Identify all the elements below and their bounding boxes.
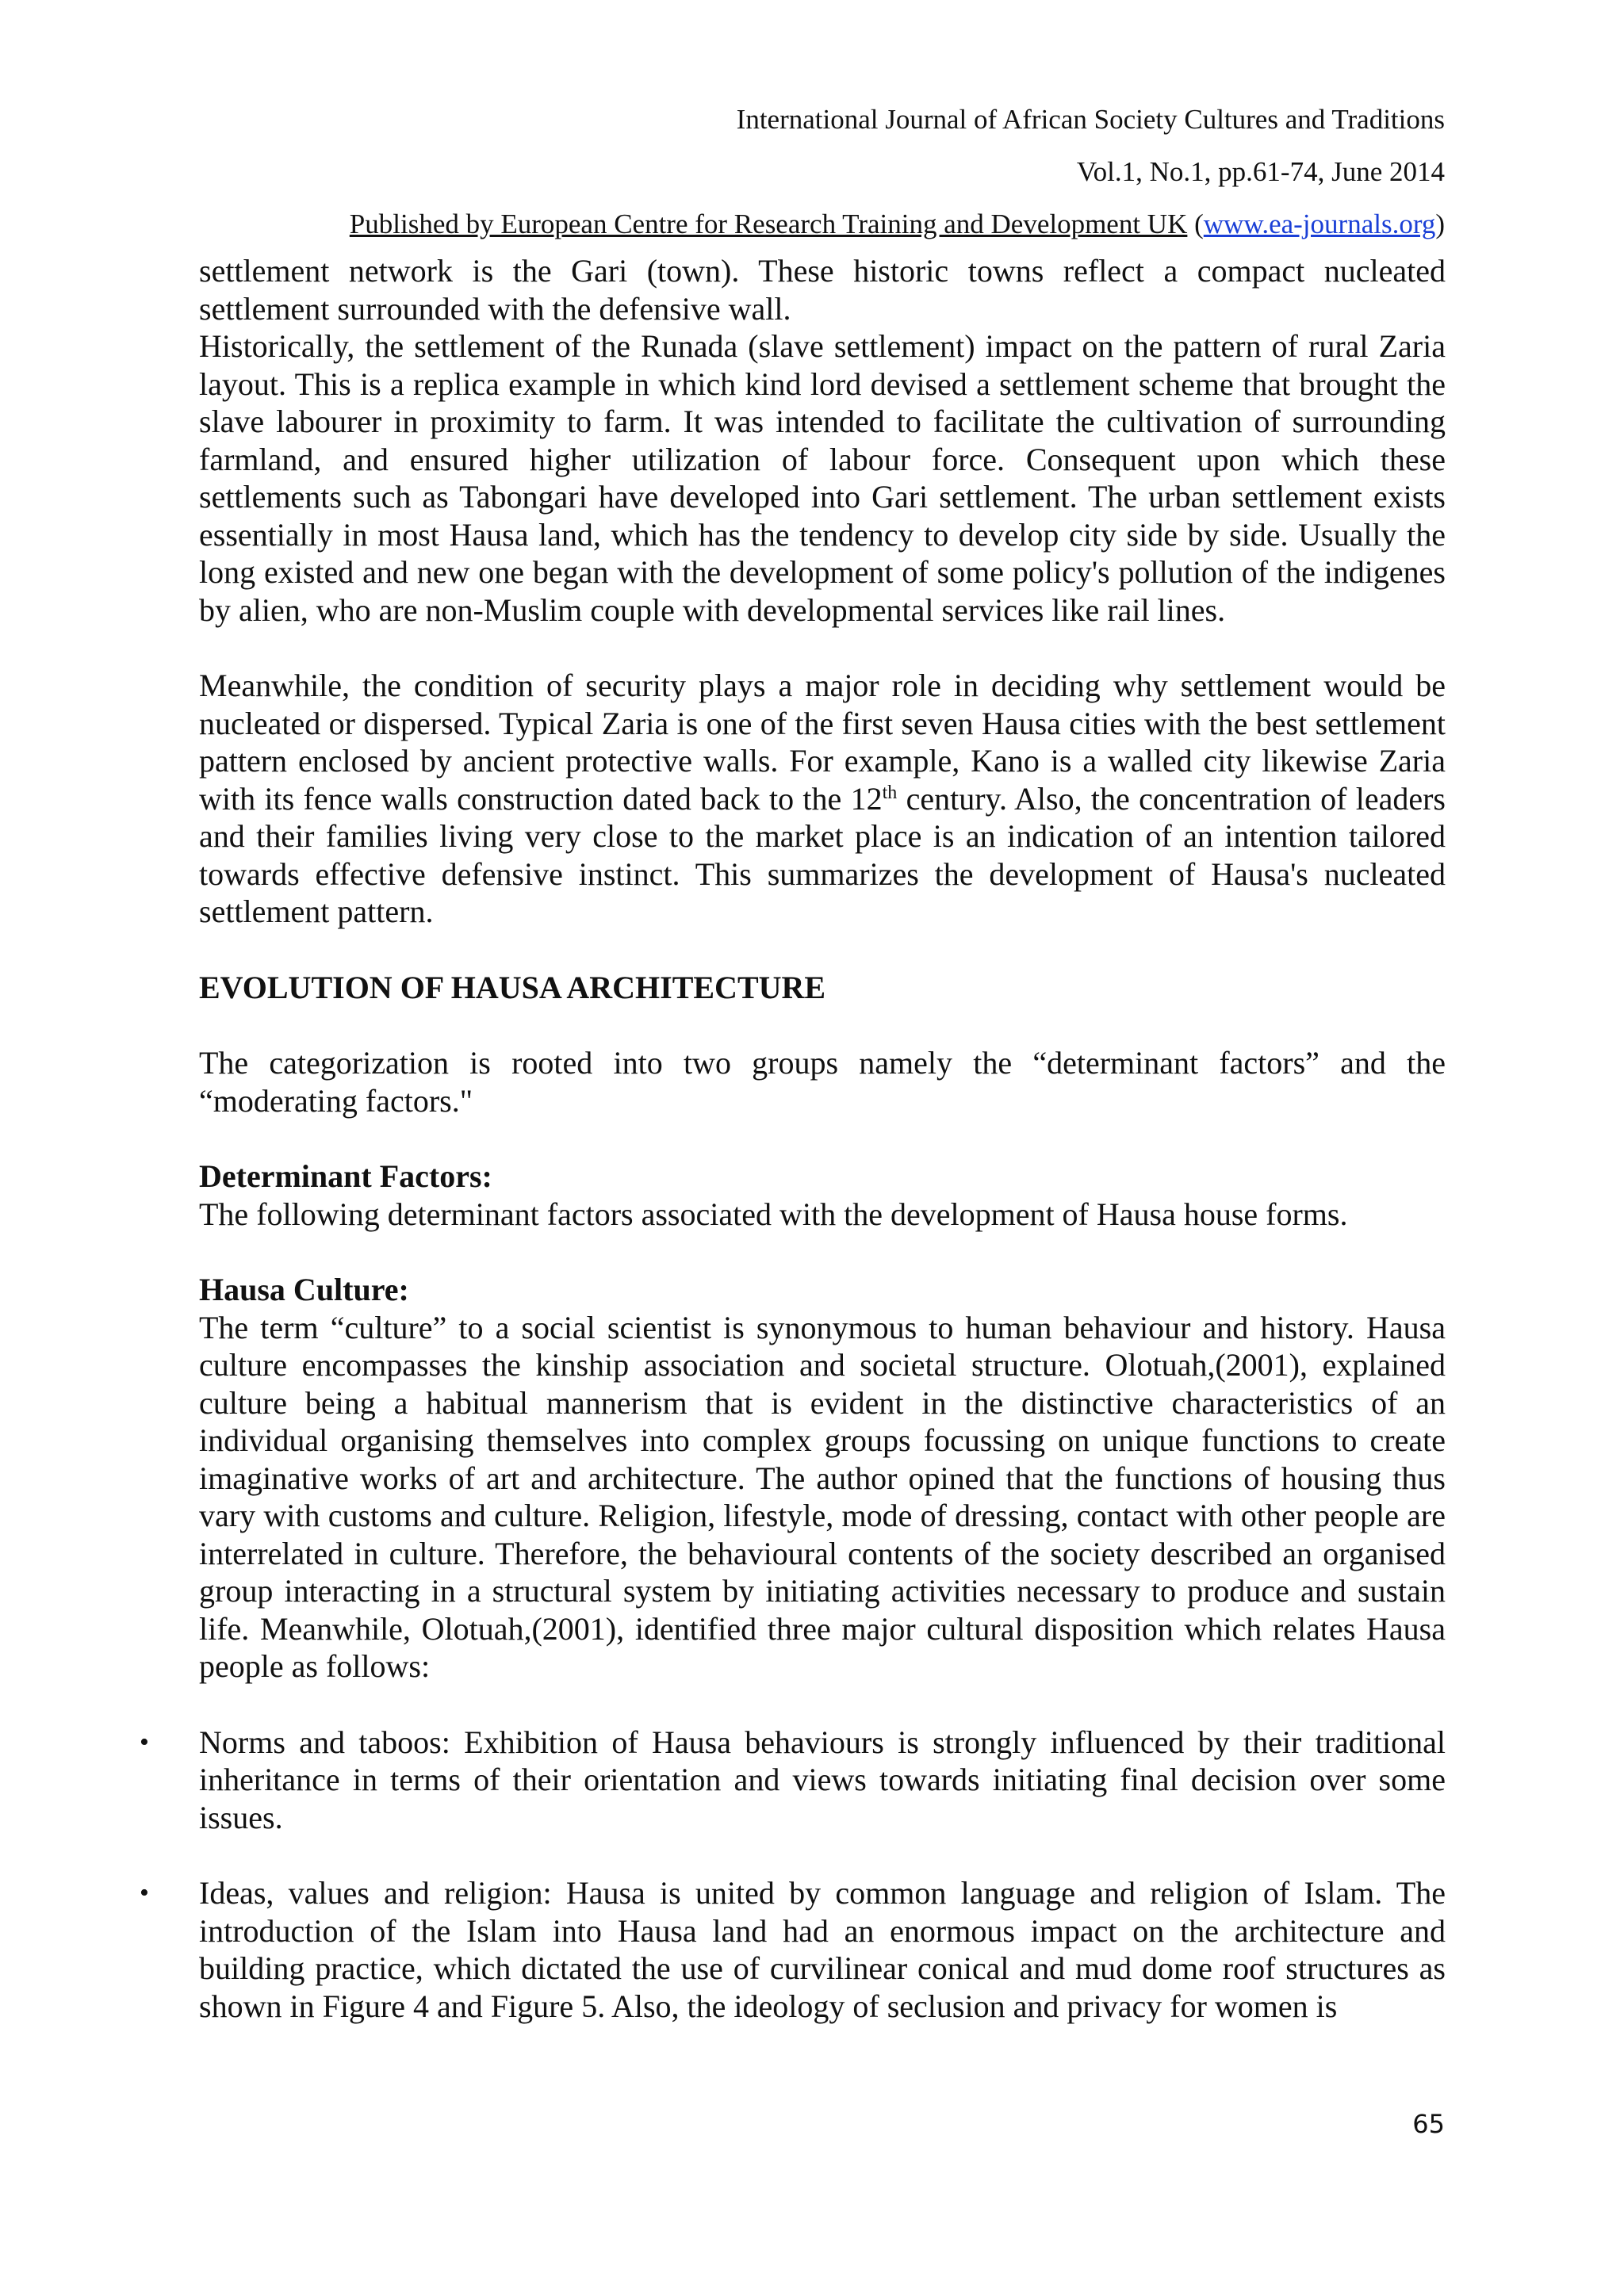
article-body bbox=[140, 252, 1446, 2025]
paragraph-spacer bbox=[199, 1233, 1446, 1271]
publisher-name: Published by European Centre for Research Training and Development UK bbox=[349, 209, 1188, 239]
list-item-text: Norms and taboos: Exhibition of Hausa behaviours is strongly influenced by their traditional inheritance in terms of their orientation and views towards initiating final decision over some issues. bbox=[199, 1724, 1446, 1835]
cultural-disposition-list bbox=[140, 1724, 1446, 2026]
list-item-text: Ideas, values and religion: Hausa is united by common language and religion of Islam. The introduction of the Islam into Hausa land had an enormous impact on the architecture and building practice, which dictated the use of curvilinear conical and mud dome roof structures as shown in Figure 4 and Figure 5. Also, the ideology of seclusion and privacy for women is bbox=[199, 1875, 1446, 2024]
section-heading-evolution: EVOLUTION OF HAUSA ARCHITECTURE bbox=[199, 969, 826, 1005]
paragraph-spacer bbox=[199, 1686, 1446, 1724]
paragraph-spacer bbox=[199, 1006, 1446, 1044]
ordinal-superscript: th bbox=[882, 782, 898, 803]
list-spacer bbox=[199, 1836, 1446, 1874]
paragraph-determinant: The following determinant factors associated with the development of Hausa house forms. bbox=[199, 1196, 1348, 1232]
paragraph-spacer bbox=[199, 931, 1446, 969]
paragraph-security bbox=[199, 667, 1446, 931]
journal-title: International Journal of African Society Cultures and Traditions bbox=[736, 104, 1445, 135]
journal-website-link[interactable]: www.ea-journals.org bbox=[1203, 209, 1436, 239]
subheading-determinant-factors: Determinant Factors: bbox=[199, 1158, 492, 1194]
list-item bbox=[140, 1874, 1446, 2025]
paragraph-security-text-a: Meanwhile, the condition of security plays a major role in deciding why settlement would be nucleated or dispersed. Typical Zaria is one of the first seven Hausa cities with the best settlement pattern enclosed by ancient protective walls. For example, Kano is a walled city likewise Zaria with its fence walls construction dated back to the 12 bbox=[199, 668, 1446, 817]
bullet-icon: • bbox=[140, 1727, 149, 1757]
paragraph-categorization: The categorization is rooted into two groups namely the “determinant factors” and the “moderating factors." bbox=[199, 1045, 1446, 1119]
paragraph-security-text-b: century. Also, the concentration of leaders and their families living very close to the market place is an indication of an intention tailored towards effective defensive instinct. This summarizes the development of Hausa's nucleated settlement pattern. bbox=[199, 780, 1446, 929]
publisher-line bbox=[350, 198, 1445, 251]
page-header bbox=[350, 94, 1445, 251]
paragraph-gari: settlement network is the Gari (town). These historic towns reflect a compact nucleated settlement surrounded with the defensive wall. bbox=[199, 253, 1446, 327]
paragraph-spacer bbox=[199, 629, 1446, 667]
paragraph-spacer bbox=[199, 1119, 1446, 1158]
bullet-icon: • bbox=[140, 1878, 149, 1908]
volume-info: Vol.1, No.1, pp.61-74, June 2014 bbox=[1076, 156, 1445, 187]
paren-open: ( bbox=[1187, 209, 1204, 239]
paragraph-runada: Historically, the settlement of the Runada (slave settlement) impact on the pattern of rural Zaria layout. This is a replica example in which kind lord devised a settlement scheme that brought the slave labourer in proximity to farm. It was intended to facilitate the cultivation of surrounding farmland, and ensured higher utilization of labour force. Consequent upon which these settlements such as Tabongari have developed into Gari settlement. The urban settlement exists essentially in most Hausa land, which has the tendency to develop city side by side. Usually the long existed and new one began with the development of some policy's pollution of the indigenes by alien, who are non-Muslim couple with developmental services like rail lines. bbox=[199, 328, 1446, 628]
paragraph-culture: The term “culture” to a social scientist is synonymous to human behaviour and history. Hausa culture encompasses the kinship association and societal structure. Olotuah,(2001), explained culture being a habitual mannerism that is evident in the distinctive characteristics of an individual organising themselves into complex groups focussing on unique functions to create imaginative works of art and architecture. The author opined that the functions of housing thus vary with customs and culture. Religion, lifestyle, mode of dressing, contact with other people are interrelated in culture. Therefore, the behavioural contents of the society described an organised group interacting in a structural system by initiating activities necessary to produce and sustain life. Meanwhile, Olotuah,(2001), identified three major cultural disposition which relates Hausa people as follows: bbox=[199, 1309, 1446, 1684]
list-item bbox=[140, 1724, 1446, 1837]
subheading-hausa-culture: Hausa Culture: bbox=[199, 1272, 409, 1307]
page-number: 65 bbox=[1412, 2109, 1445, 2139]
paren-close: ) bbox=[1435, 209, 1445, 239]
